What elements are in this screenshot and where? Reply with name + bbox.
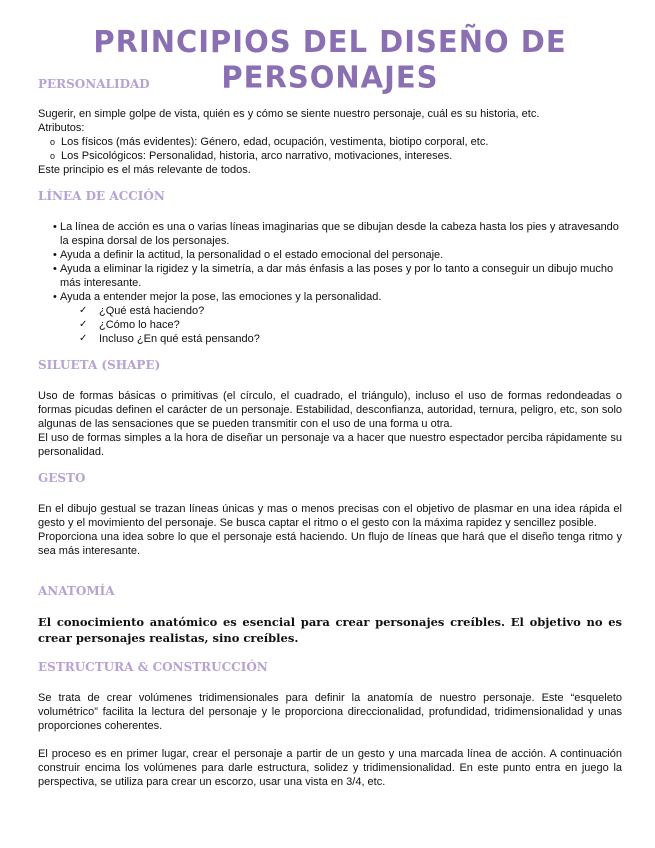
silueta-text-2: El uso de formas simples a la hora de diseñar un personaje va a hacer que nuestro espectador perciba rápidamente su personalidad.	[38, 432, 622, 458]
list-item: ✓ Incluso ¿En qué está pensando?	[79, 333, 260, 345]
attributes-list	[38, 135, 622, 163]
gesto-text-1: En el dibujo gestual se trazan líneas únicas y mas o menos precisas con el objetivo de plasmar en una idea rápida el gesto y el movimiento del personaje. Se busca captar el ritmo o el gesto con la máxima rapidez y sencillez posible.	[38, 503, 622, 529]
bullet-icon: •	[53, 291, 57, 303]
section-anatomia	[38, 583, 622, 646]
checkmark-icon: ✓	[79, 319, 88, 330]
heading-linea-de-accion: LÍNEA DE ACCIÓN	[38, 189, 165, 203]
list-item: • La línea de acción es una o varias líneas imaginarias que se dibujan desde la cabeza hasta los pies y atravesando la espina dorsal de los personajes.	[53, 221, 619, 247]
personalidad-note: Este principio es el más relevante de todos.	[38, 164, 251, 176]
heading-silueta: SILUETA (SHAPE)	[38, 358, 161, 372]
anatomia-text: El conocimiento anatómico es esencial para crear personajes creíbles. El objetivo no es crear personajes realistas, sino creíbles.	[38, 615, 622, 645]
section-gesto	[38, 470, 622, 558]
personalidad-text: Sugerir, en simple golpe de vista, quién es y cómo se siente nuestro personaje, cuál es su historia, etc.	[38, 108, 540, 120]
section-personalidad	[38, 76, 622, 177]
heading-estructura: ESTRUCTURA & CONSTRUCCIÓN	[38, 660, 268, 674]
silueta-text-1: Uso de formas básicas o primitivas (el círculo, el cuadrado, el triángulo), incluso el uso de formas redondeadas o formas picudas definen el carácter de un personaje. Estabilidad, desconfianza, autoridad, ternura, peligro, etc, son solo algunas de las sensaciones que se pueden transmitir con el uso de una forma u otra.	[38, 390, 622, 430]
list-item: o Los físicos (más evidentes): Género, edad, ocupación, vestimenta, biotipo corporal, etc.	[38, 135, 622, 149]
list-item: ✓ ¿Cómo lo hace?	[79, 319, 180, 331]
checkmark-icon: ✓	[79, 305, 88, 316]
estructura-text-2: El proceso es en primer lugar, crear el personaje a partir de un gesto y una marcada línea de acción. A continuación construir encima los volúmenes para darle estructura, solidez y tridimensionalidad. En este punto entra en juego la perspectiva, se utiliza para crear un escorzo, usar una vista en 3/4, etc.	[38, 748, 622, 788]
page-title: PRINCIPIOS DEL DISEÑO DE PERSONAJES	[93, 23, 567, 95]
estructura-text-1: Se trata de crear volúmenes tridimensionales para definir la anatomía de nuestro personaje. Este “esqueleto volumétrico” facilita la lectura del personaje y le proporciona direccionalidad, profundidad, tridimensionalidad y unas proporciones coherentes.	[38, 692, 622, 732]
section-silueta	[38, 357, 622, 459]
list-item: ✓ ¿Qué está haciendo?	[79, 305, 205, 317]
list-item: o Los Psicológicos: Personalidad, historia, arco narrativo, motivaciones, intereses.	[38, 149, 622, 163]
bullet-icon: •	[53, 249, 57, 261]
personalidad-atributos: Atributos:	[38, 122, 85, 134]
heading-gesto: GESTO	[38, 471, 86, 485]
list-item: • Ayuda a eliminar la rigidez y la simetría, a dar más énfasis a las poses y por lo tanto a conseguir un dibujo mucho más interesante.	[53, 263, 614, 289]
heading-personalidad: PERSONALIDAD	[38, 77, 150, 91]
bullet-icon: •	[53, 263, 57, 275]
list-item: • Ayuda a definir la actitud, la personalidad o el estado emocional del personaje.	[53, 249, 444, 261]
gesto-text-2: Proporciona una idea sobre lo que el personaje está haciendo. Un flujo de líneas que hará que el diseño tenga ritmo y sea más interesante.	[38, 531, 622, 557]
section-estructura	[38, 659, 622, 789]
section-linea-de-accion	[38, 188, 622, 346]
bullet-icon: •	[53, 221, 57, 233]
linea-bullets	[38, 220, 622, 346]
checkmark-icon: ✓	[79, 333, 88, 344]
heading-anatomia: ANATOMÍA	[38, 584, 115, 598]
list-item: • Ayuda a entender mejor la pose, las emociones y la personalidad.	[53, 291, 382, 303]
